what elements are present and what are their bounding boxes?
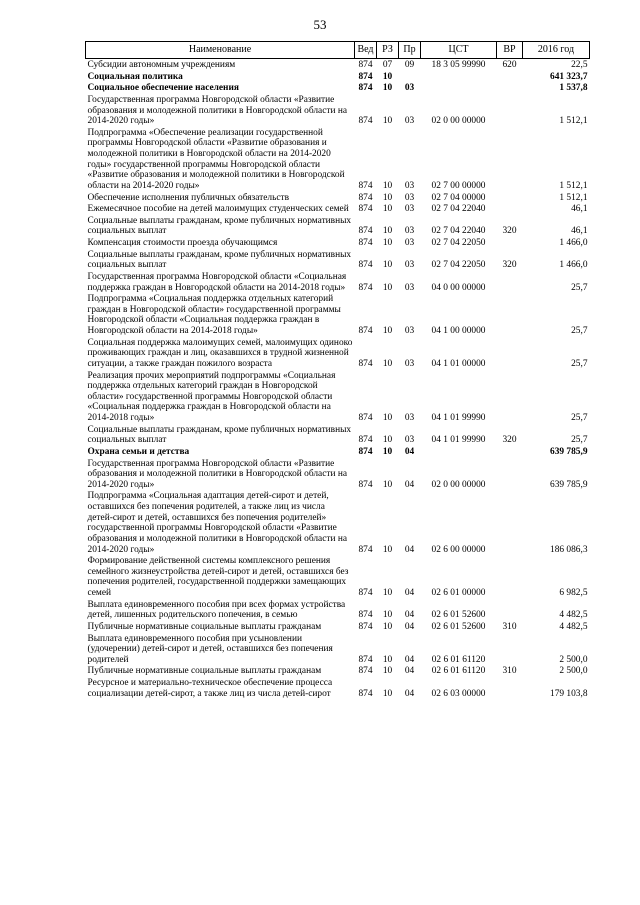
- row-ved: 874: [358, 60, 373, 70]
- row-pr: 03: [404, 413, 415, 423]
- row-name: Ежемесячное пособие на детей малоимущих студенческих семей: [87, 204, 349, 215]
- row-name: Социальные выплаты гражданам, кроме публичных нормативных социальных выплат: [87, 249, 352, 271]
- row-name: Публичные нормативные социальные выплаты гражданам: [87, 621, 322, 632]
- row-rz: 10: [382, 621, 393, 632]
- row-name: Государственная программа Новгородской области «Социальная поддержка граждан в Новгородской области на 2014-2018 годы»: [87, 271, 347, 293]
- row-pr: 03: [404, 226, 415, 237]
- row-pr: [399, 71, 421, 83]
- row-rz: 10: [382, 326, 393, 336]
- row-pr: 04: [404, 479, 415, 490]
- row-amount: 639 785,9: [550, 479, 588, 490]
- row-pr: 04: [404, 544, 415, 555]
- row-vr: [497, 203, 523, 215]
- row-vr: [497, 458, 523, 491]
- row-rz: 10: [382, 180, 393, 191]
- table-row: [86, 490, 590, 555]
- row-amount: 641 323,7: [550, 71, 588, 82]
- header-amount: 2016 год: [523, 42, 590, 59]
- budget-table: [85, 41, 590, 699]
- row-vr: [497, 293, 523, 337]
- row-amount: 46,1: [571, 204, 588, 215]
- row-vr: [497, 237, 523, 249]
- row-vr: [497, 337, 523, 370]
- row-ved: 874: [358, 358, 373, 369]
- row-pr: 04: [404, 588, 415, 598]
- row-cst: 02 7 04 22040: [431, 204, 486, 215]
- table-row: [86, 458, 590, 491]
- row-rz: 10: [382, 610, 393, 621]
- row-amount: 25,7: [571, 326, 588, 336]
- row-name: Компенсация стоимости проезда обучающимся: [87, 238, 278, 248]
- row-pr: 04: [404, 688, 415, 699]
- row-rz: 10: [382, 413, 393, 423]
- row-pr: 04: [404, 610, 415, 621]
- table-header-row: [86, 42, 590, 59]
- row-ved: 874: [358, 204, 373, 215]
- row-name: Охрана семьи и детства: [87, 446, 190, 457]
- row-pr: 03: [404, 260, 415, 271]
- row-name: Социальные выплаты гражданам, кроме публичных нормативных социальных выплат: [87, 424, 352, 446]
- row-ved: 874: [358, 588, 373, 598]
- row-amount: 25,7: [571, 358, 588, 369]
- row-name: Социальная политика: [87, 71, 183, 82]
- row-cst: 02 0 00 00000: [431, 116, 486, 127]
- row-cst: 04 1 01 99990: [431, 413, 486, 423]
- row-cst: 02 6 00 00000: [431, 544, 486, 555]
- row-vr: [497, 633, 523, 666]
- row-cst: 02 7 04 00000: [431, 192, 486, 203]
- row-cst: 02 0 00 00000: [431, 479, 486, 490]
- row-name: Подпрограмма «Социальная поддержка отдельных категорий граждан в Новгородской области» государственной программы Новгородской области «Социальная поддержка граждан в Новгородской области на 2014-2018 годы»: [87, 294, 341, 336]
- row-name: Государственная программа Новгородской области «Развитие образования и молодежной политики в Новгородской области на 2014-2020 годы»: [87, 94, 348, 127]
- row-ved: 874: [358, 260, 373, 271]
- row-vr: 620: [502, 60, 517, 70]
- row-ved: 874: [358, 413, 373, 423]
- row-ved: 874: [358, 666, 373, 677]
- row-name: Реализация прочих мероприятий подпрограммы «Социальная поддержка отдельных категорий граждан в Новгородской области» государственной программы Новгородской области «Социальная поддержка граждан в Новгородской области на 2014-2018 годы»: [87, 370, 336, 423]
- row-amount: 179 103,8: [550, 688, 588, 699]
- table-row: [86, 59, 590, 71]
- table-row: [86, 71, 590, 83]
- row-name: Публичные нормативные социальные выплаты гражданам: [87, 666, 322, 677]
- row-pr: 03: [404, 204, 415, 215]
- row-ved: 874: [358, 621, 373, 632]
- row-name: Подпрограмма «Обеспечение реализации государственной программы Новгородской области «Развитие образования и молодежной политики в Новгородской области на 2014-2020 годы» государственной программы Новгородской области «Развитие образования и молодежной политики в Новгородской области на 2014-2020 годы»: [87, 127, 345, 191]
- table-row: [86, 293, 590, 337]
- row-cst: 02 6 03 00000: [431, 688, 486, 699]
- row-pr: 03: [404, 83, 415, 94]
- table-row: [86, 621, 590, 633]
- row-name: Обеспечение исполнения публичных обязательств: [87, 192, 290, 203]
- row-amount: 1 537,8: [559, 83, 588, 94]
- table-row: [86, 192, 590, 204]
- row-ved: 874: [358, 610, 373, 621]
- row-cst: 02 7 04 22050: [431, 260, 486, 271]
- table-row: [86, 337, 590, 370]
- row-rz: 10: [382, 83, 393, 94]
- row-pr: 04: [404, 446, 415, 457]
- row-cst: 04 1 01 00000: [431, 358, 486, 369]
- row-cst: 04 0 00 00000: [431, 282, 486, 293]
- row-ved: 874: [358, 83, 373, 94]
- row-rz: 10: [382, 238, 393, 248]
- row-ved: 874: [358, 435, 373, 446]
- row-name: Выплата единовременного пособия при усыновлении (удочерении) детей-сирот и детей, оставшихся без попечения родителей: [87, 633, 333, 665]
- row-vr: [497, 446, 523, 458]
- row-ved: 874: [358, 654, 373, 665]
- row-name: Социальные выплаты гражданам, кроме публичных нормативных социальных выплат: [87, 215, 352, 237]
- row-vr: 320: [502, 435, 517, 446]
- row-vr: [497, 82, 523, 94]
- row-vr: [497, 599, 523, 621]
- table-row: [86, 94, 590, 127]
- row-pr: 03: [404, 435, 415, 446]
- row-rz: 10: [382, 226, 393, 237]
- row-rz: 10: [382, 666, 393, 677]
- row-ved: 874: [358, 446, 373, 457]
- row-vr: [497, 555, 523, 599]
- row-name: Ресурсное и материально-техническое обеспечение процесса социализации детей-сирот, а также лиц из числа детей-сирот: [87, 678, 333, 699]
- row-vr: [497, 490, 523, 555]
- table-row: [86, 555, 590, 599]
- table-row: [86, 446, 590, 458]
- row-vr: [497, 71, 523, 83]
- row-amount: 4 482,5: [559, 610, 588, 621]
- row-amount: 186 086,3: [550, 544, 588, 555]
- row-name: Субсидии автономным учреждениям: [87, 60, 236, 70]
- row-pr: 03: [404, 180, 415, 191]
- page-number: 53: [313, 17, 327, 32]
- row-ved: 874: [358, 238, 373, 248]
- row-vr: 310: [502, 666, 517, 677]
- header-vr: ВР: [497, 42, 523, 59]
- row-rz: 10: [382, 588, 393, 598]
- row-vr: [497, 677, 523, 699]
- row-cst: 02 7 00 00000: [431, 180, 486, 191]
- row-rz: 10: [382, 688, 393, 699]
- row-vr: 320: [502, 226, 517, 237]
- row-vr: 310: [502, 621, 517, 632]
- table-row: [86, 127, 590, 192]
- row-rz: 10: [382, 358, 393, 369]
- row-amount: 6 982,5: [559, 588, 588, 598]
- row-cst: 02 6 01 52600: [431, 621, 486, 632]
- row-pr: 03: [404, 238, 415, 248]
- row-rz: 07: [382, 60, 393, 70]
- row-cst: 18 3 05 99990: [431, 60, 486, 70]
- row-vr: [497, 127, 523, 192]
- header-name: Наименование: [86, 42, 355, 59]
- row-cst: 02 7 04 22050: [431, 238, 486, 248]
- row-amount: 46,1: [571, 226, 588, 237]
- row-vr: [497, 271, 523, 293]
- row-vr: [497, 192, 523, 204]
- row-amount: 4 482,5: [559, 621, 588, 632]
- row-cst: 04 1 00 00000: [431, 326, 486, 336]
- header-pr: Пр: [399, 42, 421, 59]
- table-row: [86, 215, 590, 237]
- row-cst: 02 6 01 52600: [431, 610, 486, 621]
- table-row: [86, 665, 590, 677]
- row-cst: [421, 446, 497, 458]
- row-amount: 2 500,0: [559, 654, 588, 665]
- row-rz: 10: [382, 282, 393, 293]
- row-cst: [421, 82, 497, 94]
- row-rz: 10: [382, 116, 393, 127]
- row-name: Формирование действенной системы комплексного решения семейного жизнеустройства детей-сирот и детей, оставшихся без попечения родителей, государственной поддержки замещающих семей: [87, 556, 349, 598]
- row-rz: 10: [382, 544, 393, 555]
- table-row: [86, 249, 590, 271]
- row-amount: 1 466,0: [559, 238, 588, 248]
- row-rz: 10: [382, 654, 393, 665]
- row-pr: 09: [404, 60, 415, 70]
- row-amount: 2 500,0: [559, 666, 588, 677]
- row-name: Подпрограмма «Социальная адаптация детей-сирот и детей, оставшихся без попечения родителей, а также лиц из числа детей-сирот и детей, оставшихся без попечения родителей» государственной программы Новгородской области «Развитие образования и молодежной политики в Новгородской области на 2014-2020 годы»: [87, 491, 348, 555]
- table-row: [86, 82, 590, 94]
- row-ved: 874: [358, 479, 373, 490]
- table-row: [86, 370, 590, 424]
- row-cst: 04 1 01 99990: [431, 435, 486, 446]
- row-name: Социальное обеспечение населения: [87, 83, 239, 94]
- table-row: [86, 677, 590, 699]
- row-ved: 874: [358, 544, 373, 555]
- table-row: [86, 271, 590, 293]
- row-amount: 1 512,1: [559, 192, 588, 203]
- row-rz: 10: [382, 71, 393, 82]
- row-cst: [421, 71, 497, 83]
- row-vr: 320: [502, 260, 517, 271]
- row-cst: 02 6 01 61120: [431, 666, 486, 677]
- row-amount: 1 512,1: [559, 116, 588, 127]
- row-pr: 04: [404, 621, 415, 632]
- row-pr: 03: [404, 116, 415, 127]
- row-ved: 874: [358, 192, 373, 203]
- header-cst: ЦСТ: [421, 42, 497, 59]
- table-row: [86, 599, 590, 621]
- row-ved: 874: [358, 326, 373, 336]
- row-name: Социальная поддержка малоимущих семей, малоимущих одиноко проживающих граждан и лиц, оказавшихся в трудной жизненной ситуации, а также граждан пожилого возраста: [87, 337, 353, 369]
- row-name: Выплата единовременного пособия при всех формах устройства детей, лишенных родительского попечения, в семью: [87, 599, 346, 621]
- row-amount: 25,7: [571, 413, 588, 423]
- row-ved: 874: [358, 688, 373, 699]
- row-rz: 10: [382, 260, 393, 271]
- row-pr: 03: [404, 192, 415, 203]
- table-row: [86, 633, 590, 666]
- header-ved: Вед: [355, 42, 377, 59]
- row-cst: 02 6 01 00000: [431, 588, 486, 598]
- row-ved: 874: [358, 180, 373, 191]
- row-rz: 10: [382, 435, 393, 446]
- row-pr: 04: [404, 666, 415, 677]
- row-pr: 03: [404, 282, 415, 293]
- row-amount: 25,7: [571, 435, 588, 446]
- row-ved: 874: [358, 282, 373, 293]
- row-pr: 04: [404, 654, 415, 665]
- row-amount: 22,5: [571, 60, 588, 70]
- row-cst: 02 6 01 61120: [431, 654, 486, 665]
- row-pr: 03: [404, 358, 415, 369]
- row-amount: 1 466,0: [559, 260, 588, 271]
- row-rz: 10: [382, 446, 393, 457]
- table-row: [86, 424, 590, 446]
- row-vr: [497, 370, 523, 424]
- row-name: Государственная программа Новгородской области «Развитие образования и молодежной политики в Новгородской области на 2014-2020 годы»: [87, 458, 348, 490]
- row-pr: 03: [404, 326, 415, 336]
- row-ved: 874: [358, 71, 373, 82]
- row-ved: 874: [358, 226, 373, 237]
- row-cst: 02 7 04 22040: [431, 226, 486, 237]
- row-rz: 10: [382, 192, 393, 203]
- row-ved: 874: [358, 116, 373, 127]
- row-vr: [497, 94, 523, 127]
- row-rz: 10: [382, 204, 393, 215]
- header-rz: РЗ: [377, 42, 399, 59]
- row-amount: 25,7: [571, 282, 588, 293]
- row-rz: 10: [382, 479, 393, 490]
- row-amount: 639 785,9: [550, 446, 588, 457]
- table-row: [86, 237, 590, 249]
- row-amount: 1 512,1: [559, 180, 588, 191]
- table-row: [86, 203, 590, 215]
